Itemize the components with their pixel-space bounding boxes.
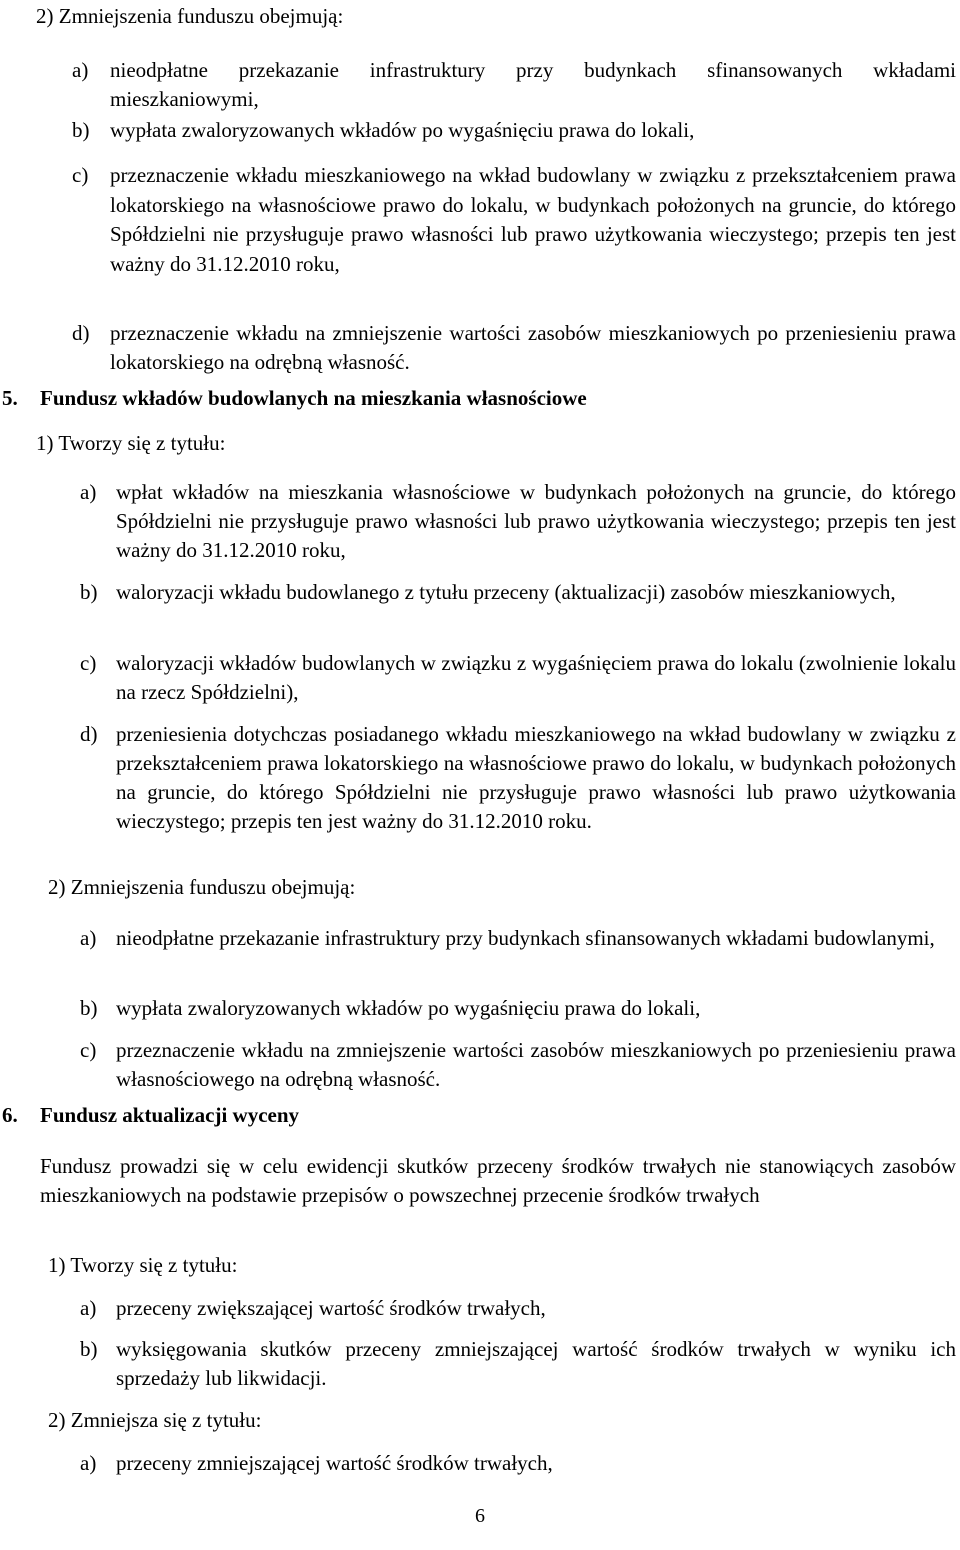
list-item-text: wpłat wkładów na mieszkania własnościowe w budynkach położonych na gruncie, do którego Spółdzielni nie przysługuje prawo własności lub prawo użytkowania wieczystego; przepis ten jest ważny do 31.12.2010 roku, xyxy=(116,480,956,562)
list-item-text: wypłata zwaloryzowanych wkładów po wygaśnięciu prawa do lokali, xyxy=(110,118,695,142)
list-marker: 1) xyxy=(48,1253,66,1277)
list-item-text: waloryzacji wkładu budowlanego z tytułu przeceny (aktualizacji) zasobów mieszkaniowych, xyxy=(116,580,896,604)
list-marker: a) xyxy=(80,1296,97,1320)
sublist-heading xyxy=(48,1251,948,1280)
list-marker: d) xyxy=(80,722,98,746)
list-marker: a) xyxy=(80,926,97,950)
list-marker: a) xyxy=(80,1451,97,1475)
section-intro: Fundusz prowadzi się w celu ewidencji skutków przeceny środków trwałych nie stanowiących zasobów mieszkaniowych na podstawie przepisów o powszechnej przecenie środków trwałych xyxy=(40,1154,956,1207)
list-item-text: waloryzacji wkładów budowlanych w związku z wygaśnięciem prawa do lokalu (zwolnienie lokalu na rzecz Spółdzielni), xyxy=(116,651,956,704)
list-marker: b) xyxy=(72,118,90,142)
list-item-text: wypłata zwaloryzowanych wkładów po wygaśnięciu prawa do lokali, xyxy=(116,996,701,1020)
list-item-text: przeniesienia dotychczas posiadanego wkładu mieszkaniowego na wkład budowlany w związku z przekształceniem prawa lokatorskiego na własnościowe prawo do lokalu, w budynkach położonych na gruncie, do którego Spółdzielni nie przysługuje prawo własności lub prawo użytkowania wieczystego; przepis ten jest ważny do 31.12.2010 roku. xyxy=(116,722,956,833)
list-item-text: wyksięgowania skutków przeceny zmniejszającej wartość środków trwałych w wyniku ich sprzedaży lub likwidacji. xyxy=(116,1337,956,1390)
list-marker: b) xyxy=(80,1337,98,1361)
list-item-text: przeceny zwiększającej wartość środków trwałych, xyxy=(116,1296,546,1320)
list-item-text: nieodpłatne przekazanie infrastruktury przy budynkach sfinansowanych wkładami budowlanymi, xyxy=(116,926,935,950)
list-marker: 2) xyxy=(36,4,54,28)
list-item-text: przeznaczenie wkładu mieszkaniowego na wkład budowlany w związku z przekształceniem prawa lokatorskiego na własnościowe prawo do lokalu, w budynkach położonych na gruncie, do którego Spółdzielni nie przysługuje prawo własności lub prawo użytkowania wieczystego; przepis ten jest ważny do 31.12.2010 roku, xyxy=(110,163,956,276)
sublist-heading xyxy=(48,873,948,902)
sublist-heading-text: Zmniejszenia funduszu obejmują: xyxy=(70,875,356,899)
list-item-text: przeznaczenie wkładu na zmniejszenie wartości zasobów mieszkaniowych po przeniesieniu prawa własnościowego na odrębną własność. xyxy=(116,1038,956,1091)
list-item-text: nieodpłatne przekazanie infrastruktury przy budynkach sfinansowanych wkładami mieszkaniowymi, xyxy=(110,58,956,111)
top-heading xyxy=(36,2,936,31)
list-marker: a) xyxy=(72,58,89,82)
list-marker: b) xyxy=(80,580,98,604)
list-marker: c) xyxy=(80,1038,97,1062)
section-title: Fundusz aktualizacji wyceny xyxy=(40,1103,300,1127)
list-marker: d) xyxy=(72,321,90,345)
sublist-heading-text: Tworzy się z tytułu: xyxy=(70,1253,238,1277)
list-marker: 2) xyxy=(48,1408,66,1432)
list-marker: c) xyxy=(80,651,97,675)
list-marker: 1) xyxy=(36,431,54,455)
section-heading xyxy=(2,384,902,413)
list-heading-text: Zmniejszenia funduszu obejmują: xyxy=(58,4,344,28)
sublist-heading xyxy=(36,429,936,458)
section-number: 6. xyxy=(2,1103,18,1127)
list-marker: b) xyxy=(80,996,98,1020)
list-marker: a) xyxy=(80,480,97,504)
sublist-heading-text: Tworzy się z tytułu: xyxy=(58,431,226,455)
section-heading xyxy=(2,1101,902,1130)
sublist-heading xyxy=(48,1406,948,1435)
list-marker: c) xyxy=(72,163,89,187)
section-title: Fundusz wkładów budowlanych na mieszkania własnościowe xyxy=(40,386,587,410)
page-number: 6 xyxy=(475,1505,485,1527)
section-number: 5. xyxy=(2,386,18,410)
list-item-text: przeznaczenie wkładu na zmniejszenie wartości zasobów mieszkaniowych po przeniesieniu prawa lokatorskiego na odrębną własność. xyxy=(110,321,956,374)
list-marker: 2) xyxy=(48,875,66,899)
list-item-text: przeceny zmniejszającej wartość środków trwałych, xyxy=(116,1451,553,1475)
sublist-heading-text: Zmniejsza się z tytułu: xyxy=(70,1408,262,1432)
